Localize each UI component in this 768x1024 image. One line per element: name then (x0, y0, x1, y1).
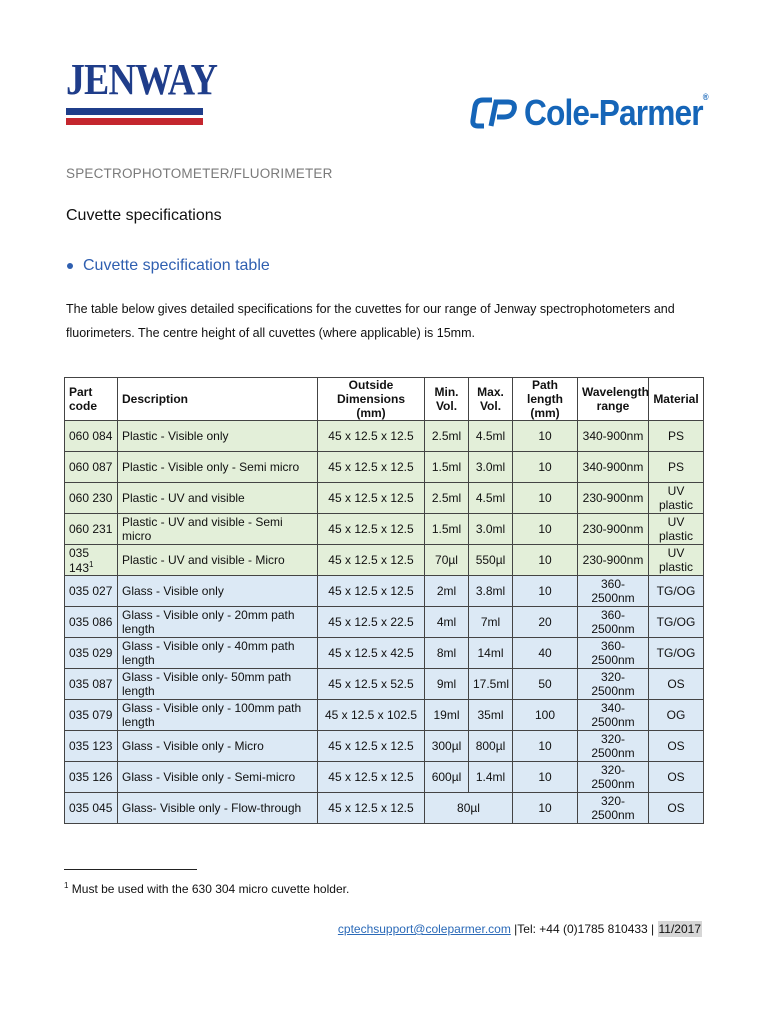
part-code-cell (65, 793, 118, 824)
document-category: SPECTROPHOTOMETER/FLUORIMETER (66, 166, 333, 181)
table-row (65, 762, 704, 793)
table-row (65, 452, 704, 483)
max-volume-cell: 17.5ml (469, 669, 513, 700)
jenway-logo (66, 55, 218, 125)
table-row (65, 576, 704, 607)
column-header: Outside Dimensions (mm) (318, 378, 425, 421)
description-cell: Glass - Visible only (118, 576, 318, 607)
dimensions-cell: 45 x 12.5 x 12.5 (318, 452, 425, 483)
column-header: Material (649, 378, 704, 421)
description-cell: Plastic - UV and visible (118, 483, 318, 514)
wavelength-cell: 320-2500nm (578, 731, 649, 762)
dimensions-cell: 45 x 12.5 x 12.5 (318, 514, 425, 545)
max-volume-cell: 550µl (469, 545, 513, 576)
part-code: 035 123 (69, 739, 113, 753)
wavelength-cell: 340-900nm (578, 452, 649, 483)
part-code: 060 084 (69, 429, 113, 443)
min-volume-cell: 70µl (425, 545, 469, 576)
material-cell: OS (649, 669, 704, 700)
material-cell: UV plastic (649, 545, 704, 576)
table-row (65, 669, 704, 700)
material-cell: OS (649, 762, 704, 793)
path-length-cell: 10 (513, 576, 578, 607)
material-cell: TG/OG (649, 638, 704, 669)
footnote-divider (64, 869, 197, 870)
min-volume-cell: 300µl (425, 731, 469, 762)
wavelength-cell: 230-900nm (578, 545, 649, 576)
table-header-row (65, 378, 704, 421)
dimensions-cell: 45 x 12.5 x 12.5 (318, 576, 425, 607)
path-length-cell: 10 (513, 793, 578, 824)
part-code: 035 027 (69, 584, 113, 598)
table-row (65, 514, 704, 545)
dimensions-cell: 45 x 12.5 x 22.5 (318, 607, 425, 638)
path-length-cell: 10 (513, 452, 578, 483)
part-code: 060 231 (69, 522, 113, 536)
description-cell: Plastic - Visible only - Semi micro (118, 452, 318, 483)
contact-line (338, 922, 702, 936)
dimensions-cell: 45 x 12.5 x 42.5 (318, 638, 425, 669)
phone-text: |Tel: +44 (0)1785 810433 | (510, 922, 658, 936)
dimensions-cell: 45 x 12.5 x 12.5 (318, 793, 425, 824)
volume-cell: 80µl (425, 793, 513, 824)
column-header: Wavelength range (578, 378, 649, 421)
path-length-cell: 10 (513, 545, 578, 576)
path-length-cell: 10 (513, 762, 578, 793)
material-cell: TG/OG (649, 607, 704, 638)
document-date: 11/2017 (658, 922, 701, 936)
jenway-logo-text: JENWAY (66, 55, 218, 104)
table-row (65, 793, 704, 824)
jenway-logo-red-bar (66, 118, 203, 125)
table-row (65, 607, 704, 638)
dimensions-cell: 45 x 12.5 x 102.5 (318, 700, 425, 731)
description-cell: Glass- Visible only - Flow-through (118, 793, 318, 824)
wavelength-cell: 360-2500nm (578, 607, 649, 638)
wavelength-cell: 360-2500nm (578, 576, 649, 607)
part-code-cell (65, 700, 118, 731)
support-email-link[interactable]: cptechsupport@coleparmer.com (337, 922, 511, 936)
min-volume-cell: 600µl (425, 762, 469, 793)
dimensions-cell: 45 x 12.5 x 52.5 (318, 669, 425, 700)
path-length-cell: 10 (513, 483, 578, 514)
max-volume-cell: 1.4ml (469, 762, 513, 793)
footnote (64, 881, 349, 896)
description-cell: Plastic - Visible only (118, 421, 318, 452)
jenway-logo-blue-bar (66, 108, 203, 115)
part-code-cell (65, 452, 118, 483)
part-code: 035 143 (69, 545, 90, 575)
path-length-cell: 100 (513, 700, 578, 731)
part-code: 035 126 (69, 770, 113, 784)
table-row (65, 545, 704, 576)
max-volume-cell: 3.0ml (469, 452, 513, 483)
dimensions-cell: 45 x 12.5 x 12.5 (318, 421, 425, 452)
max-volume-cell: 14ml (469, 638, 513, 669)
path-length-cell: 10 (513, 514, 578, 545)
part-code: 035 079 (69, 708, 113, 722)
part-code-cell (65, 607, 118, 638)
material-cell: UV plastic (649, 514, 704, 545)
material-cell: OS (649, 793, 704, 824)
wavelength-cell: 320-2500nm (578, 669, 649, 700)
page-heading: Cuvette specifications (66, 207, 222, 224)
cuvette-spec-table (64, 377, 704, 824)
part-code-cell (65, 638, 118, 669)
min-volume-cell: 19ml (425, 700, 469, 731)
part-code: 060 230 (69, 491, 113, 505)
wavelength-cell: 230-900nm (578, 514, 649, 545)
intro-paragraph: The table below gives detailed specifications for the cuvettes for our range of Jenway spectrophotometers and fluorimeters. The centre height of all cuvettes (where applicable) is 15mm. (66, 302, 675, 340)
path-length-cell: 10 (513, 421, 578, 452)
max-volume-cell: 3.8ml (469, 576, 513, 607)
min-volume-cell: 1.5ml (425, 514, 469, 545)
part-code-cell (65, 514, 118, 545)
part-code-cell (65, 483, 118, 514)
dimensions-cell: 45 x 12.5 x 12.5 (318, 731, 425, 762)
part-code-cell (65, 421, 118, 452)
footnote-text: Must be used with the 630 304 micro cuvette holder. (68, 882, 350, 896)
path-length-cell: 20 (513, 607, 578, 638)
column-header: Min. Vol. (425, 378, 469, 421)
path-length-cell: 10 (513, 731, 578, 762)
part-code: 035 087 (69, 677, 113, 691)
column-header: Description (118, 378, 318, 421)
section-title-text: Cuvette specification table (83, 257, 270, 274)
wavelength-cell: 320-2500nm (578, 762, 649, 793)
part-code-cell (65, 669, 118, 700)
column-header: Path length (mm) (513, 378, 578, 421)
material-cell: PS (649, 452, 704, 483)
description-cell: Glass - Visible only- 50mm path length (118, 669, 318, 700)
table-row (65, 483, 704, 514)
max-volume-cell: 7ml (469, 607, 513, 638)
description-cell: Glass - Visible only - 40mm path length (118, 638, 318, 669)
column-header: Max. Vol. (469, 378, 513, 421)
footnote-marker: 1 (64, 881, 69, 890)
path-length-cell: 40 (513, 638, 578, 669)
part-code-cell (65, 731, 118, 762)
wavelength-cell: 340-2500nm (578, 700, 649, 731)
min-volume-cell: 2.5ml (425, 483, 469, 514)
part-code-cell (65, 762, 118, 793)
min-volume-cell: 9ml (425, 669, 469, 700)
dimensions-cell: 45 x 12.5 x 12.5 (318, 483, 425, 514)
part-code-cell (65, 545, 118, 576)
min-volume-cell: 8ml (425, 638, 469, 669)
dimensions-cell: 45 x 12.5 x 12.5 (318, 545, 425, 576)
description-cell: Glass - Visible only - Micro (118, 731, 318, 762)
dimensions-cell: 45 x 12.5 x 12.5 (318, 762, 425, 793)
table-row (65, 731, 704, 762)
max-volume-cell: 3.0ml (469, 514, 513, 545)
table-row (65, 638, 704, 669)
part-code: 035 086 (69, 615, 113, 629)
part-code-cell (65, 576, 118, 607)
material-cell: OS (649, 731, 704, 762)
bullet-icon (67, 263, 73, 269)
cole-parmer-logo-text: Cole-Parmer® (524, 92, 708, 133)
material-cell: PS (649, 421, 704, 452)
description-cell: Glass - Visible only - Semi-micro (118, 762, 318, 793)
max-volume-cell: 800µl (469, 731, 513, 762)
max-volume-cell: 4.5ml (469, 421, 513, 452)
cole-parmer-mark-icon (470, 96, 520, 130)
max-volume-cell: 35ml (469, 700, 513, 731)
min-volume-cell: 2ml (425, 576, 469, 607)
section-title (66, 257, 270, 275)
description-cell: Glass - Visible only - 100mm path length (118, 700, 318, 731)
part-code: 060 087 (69, 460, 113, 474)
wavelength-cell: 320-2500nm (578, 793, 649, 824)
part-code: 035 045 (69, 801, 113, 815)
wavelength-cell: 340-900nm (578, 421, 649, 452)
min-volume-cell: 1.5ml (425, 452, 469, 483)
wavelength-cell: 360-2500nm (578, 638, 649, 669)
description-cell: Plastic - UV and visible - Micro (118, 545, 318, 576)
footnote-ref: 1 (89, 559, 94, 569)
wavelength-cell: 230-900nm (578, 483, 649, 514)
part-code: 035 029 (69, 646, 113, 660)
table-row (65, 421, 704, 452)
table-row (65, 700, 704, 731)
column-header: Part code (65, 378, 118, 421)
material-cell: OG (649, 700, 704, 731)
material-cell: UV plastic (649, 483, 704, 514)
material-cell: TG/OG (649, 576, 704, 607)
min-volume-cell: 2.5ml (425, 421, 469, 452)
path-length-cell: 50 (513, 669, 578, 700)
description-cell: Glass - Visible only - 20mm path length (118, 607, 318, 638)
cole-parmer-logo (470, 92, 733, 134)
min-volume-cell: 4ml (425, 607, 469, 638)
description-cell: Plastic - UV and visible - Semi micro (118, 514, 318, 545)
max-volume-cell: 4.5ml (469, 483, 513, 514)
